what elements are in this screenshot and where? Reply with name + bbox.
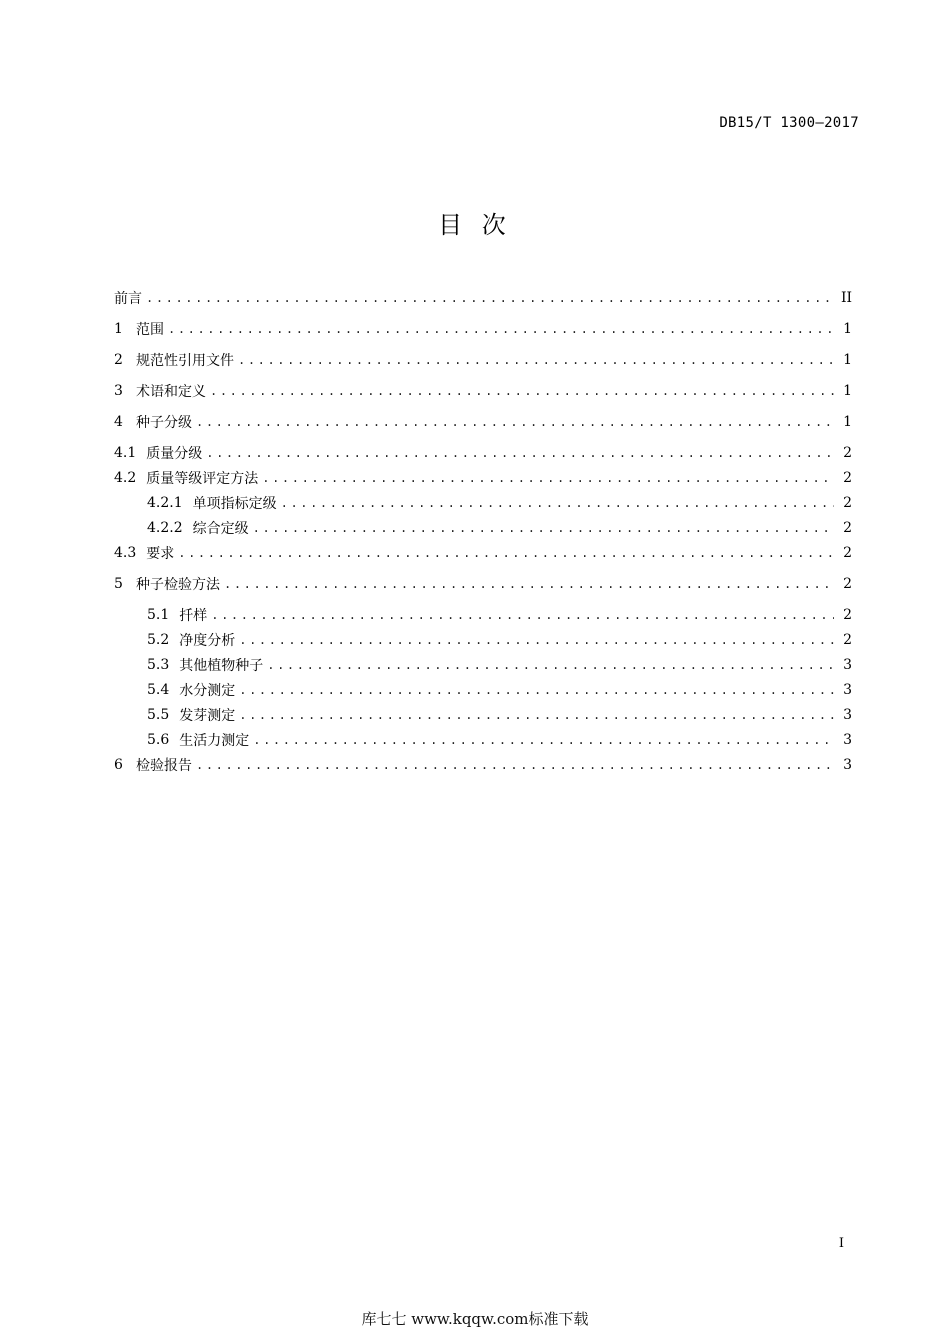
toc-entry-number: 5 — [114, 576, 123, 592]
toc-entry-4-3[interactable] — [114, 543, 852, 563]
toc-entry-page: 2 — [843, 632, 852, 648]
toc-entry-label: 综合定级 — [192, 521, 249, 537]
toc-entry-label: 质量分级 — [146, 446, 203, 462]
toc-entry-page: 2 — [843, 545, 852, 561]
page-title: 目 次 — [438, 211, 512, 239]
dot-leader — [211, 608, 834, 622]
toc-entry-page: 2 — [843, 576, 852, 592]
toc-entry-page: 1 — [843, 383, 852, 399]
watermark-footer: 库七七 www.kqqw.com标准下载 — [361, 1310, 589, 1328]
toc-entry-number: 4.2.1 — [147, 495, 183, 511]
toc-entry-page: II — [840, 290, 852, 306]
toc-entry-label: 前言 — [114, 291, 142, 307]
toc-entry-label: 检验报告 — [136, 758, 192, 774]
toc-entry-number: 4.3 — [114, 545, 137, 561]
toc-entry-number: 3 — [114, 383, 123, 399]
toc-entry-number: 5.6 — [147, 732, 170, 748]
toc-entry-1[interactable] — [114, 319, 852, 339]
toc-entry-label: 其他植物种子 — [179, 658, 264, 674]
dot-leader — [224, 577, 834, 591]
toc-entry-2[interactable] — [114, 350, 852, 370]
toc-entry-label: 种子检验方法 — [136, 577, 220, 593]
dot-leader — [239, 633, 834, 647]
toc-entry-page: 2 — [843, 520, 852, 536]
toc-entry-5-2[interactable] — [147, 630, 852, 650]
dot-leader — [239, 708, 834, 722]
toc-entry-preface[interactable] — [114, 288, 852, 308]
toc-entry-4-2-2[interactable] — [147, 518, 852, 538]
toc-entry-label: 质量等级评定方法 — [146, 471, 259, 487]
toc-entry-4-1[interactable] — [114, 443, 852, 463]
dot-leader — [196, 415, 834, 429]
toc-entry-5-5[interactable] — [147, 705, 852, 725]
toc-entry-4[interactable] — [114, 412, 852, 432]
toc-entry-label: 单项指标定级 — [192, 496, 277, 512]
dot-leader — [196, 758, 834, 772]
toc-entry-page: 2 — [843, 495, 852, 511]
toc-entry-5-1[interactable] — [147, 605, 852, 625]
toc-entry-page: 3 — [843, 707, 852, 723]
toc-entry-number: 5.4 — [147, 682, 170, 698]
toc-entry-page: 1 — [843, 352, 852, 368]
toc-entry-page: 2 — [843, 607, 852, 623]
dot-leader — [146, 291, 834, 305]
toc-entry-number: 4.1 — [114, 445, 137, 461]
toc-entry-number: 4 — [114, 414, 123, 430]
toc-entry-number: 6 — [114, 757, 123, 773]
dot-leader — [281, 496, 834, 510]
toc-entry-6[interactable] — [114, 755, 852, 775]
toc-entry-label: 净度分析 — [179, 633, 236, 649]
toc-entry-label: 种子分级 — [136, 415, 192, 431]
toc-entry-number: 5.5 — [147, 707, 170, 723]
toc-entry-page: 2 — [843, 470, 852, 486]
toc-entry-number: 1 — [114, 321, 123, 337]
document-code: DB15/T 1300—2017 — [719, 115, 859, 131]
toc-entry-label: 水分测定 — [179, 683, 236, 699]
dot-leader — [239, 683, 834, 697]
toc-entry-3[interactable] — [114, 381, 852, 401]
toc-entry-number: 2 — [114, 352, 123, 368]
dot-leader — [210, 384, 834, 398]
toc-entry-label: 发芽测定 — [179, 708, 236, 724]
toc-entry-label: 扦样 — [179, 608, 208, 624]
dot-leader — [253, 733, 834, 747]
dot-leader — [168, 322, 834, 336]
toc-entry-number: 5.1 — [147, 607, 170, 623]
toc-entry-label: 生活力测定 — [179, 733, 250, 749]
toc-entry-4-2[interactable] — [114, 468, 852, 488]
dot-leader — [253, 521, 834, 535]
toc-entry-label: 要求 — [146, 546, 175, 562]
toc-entry-4-2-1[interactable] — [147, 493, 852, 513]
dot-leader — [262, 471, 834, 485]
toc-entry-number: 5.3 — [147, 657, 170, 673]
toc-entry-page: 3 — [843, 732, 852, 748]
toc-entry-label: 规范性引用文件 — [136, 353, 234, 369]
toc-entry-number: 5.2 — [147, 632, 170, 648]
dot-leader — [178, 546, 834, 560]
toc-entry-5-6[interactable] — [147, 730, 852, 750]
toc-entry-page: 3 — [843, 657, 852, 673]
toc-entry-page: 3 — [843, 682, 852, 698]
toc-entry-label: 范围 — [136, 322, 164, 338]
toc-entry-5[interactable] — [114, 574, 852, 594]
dot-leader — [267, 658, 834, 672]
toc-entry-5-3[interactable] — [147, 655, 852, 675]
toc-entry-page: 1 — [843, 321, 852, 337]
toc-entry-number: 4.2 — [114, 470, 137, 486]
toc-entry-number: 4.2.2 — [147, 520, 183, 536]
dot-leader — [238, 353, 834, 367]
toc-entry-page: 2 — [843, 445, 852, 461]
dot-leader — [206, 446, 834, 460]
toc-entry-5-4[interactable] — [147, 680, 852, 700]
toc-entry-page: 1 — [843, 414, 852, 430]
page-number: I — [838, 1236, 844, 1251]
toc-entry-label: 术语和定义 — [136, 384, 206, 400]
toc-entry-page: 3 — [843, 757, 852, 773]
